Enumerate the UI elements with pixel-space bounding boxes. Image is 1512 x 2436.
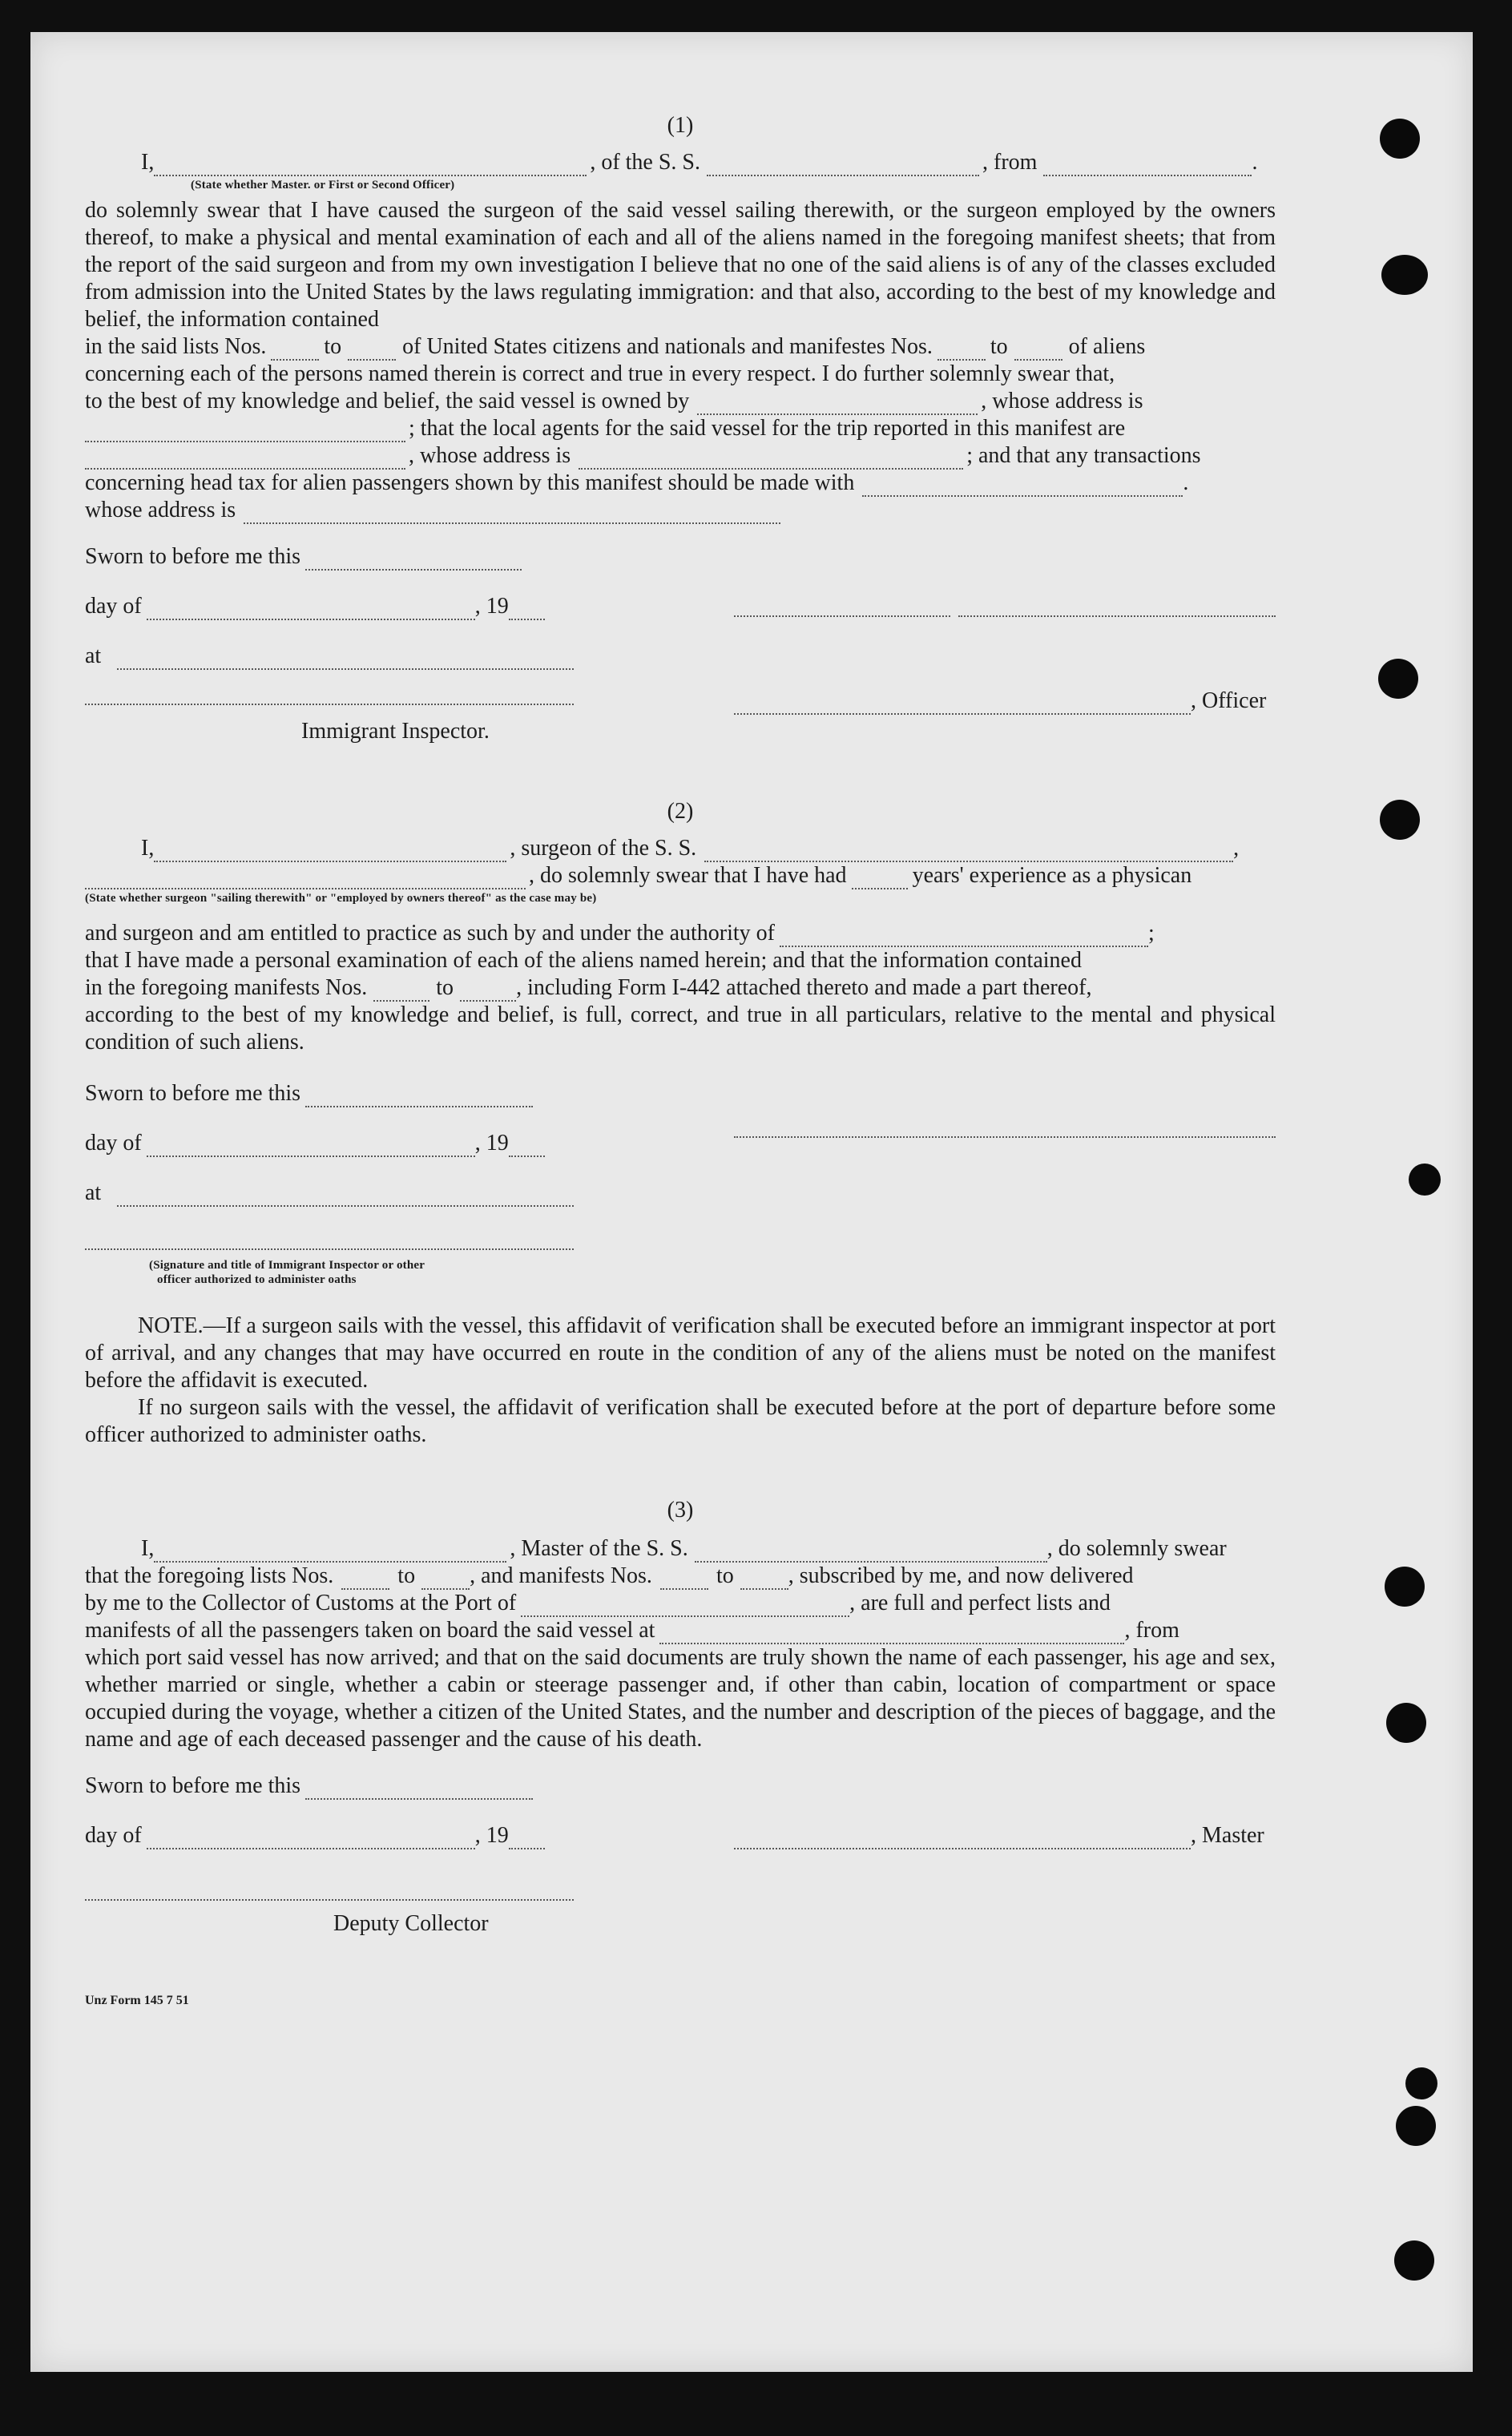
punch-hole bbox=[1380, 119, 1420, 159]
manifests-to-field[interactable] bbox=[460, 979, 516, 1002]
manifests-from-field[interactable] bbox=[660, 1567, 708, 1590]
lists-from-field[interactable] bbox=[341, 1567, 389, 1590]
lists-label: in the said lists Nos. bbox=[85, 334, 267, 359]
year-label: , 19 bbox=[474, 594, 509, 619]
period: . bbox=[1183, 470, 1189, 495]
section1-lists-line bbox=[85, 333, 1276, 361]
whose-address-label: whose address is bbox=[85, 498, 236, 522]
surgeon-name-field[interactable] bbox=[154, 840, 506, 862]
punch-hole bbox=[1409, 1164, 1441, 1196]
manifests-label: of United States citizens and nationals and manifestes Nos. bbox=[402, 334, 933, 359]
owned-line bbox=[85, 388, 1276, 415]
section1-line1 bbox=[85, 149, 1276, 176]
manifests-from-field[interactable] bbox=[373, 979, 429, 1002]
boarding-port-field[interactable] bbox=[659, 1622, 1124, 1644]
section1-body-b: concerning each of the persons named therein is correct and true in every respect. I do further solemnly swear that, bbox=[85, 361, 1115, 386]
surgeon-caption: (State whether surgeon "sailing therewith" or "employed by owners thereof" as the case may be) bbox=[85, 892, 597, 905]
years-field[interactable] bbox=[852, 867, 908, 889]
form-number: Unz Form 145 7 51 bbox=[85, 1994, 189, 2007]
manifests-to-field[interactable] bbox=[1014, 338, 1062, 361]
manifests-label: in the foregoing manifests Nos. bbox=[85, 975, 368, 1000]
form-i442-label: , including Form I-442 attached thereto and made a part thereof, bbox=[516, 975, 1092, 1000]
section1-signatures bbox=[85, 543, 1276, 784]
manifests-to-field[interactable] bbox=[740, 1567, 788, 1590]
whose-address-label: , whose address is bbox=[409, 443, 571, 468]
punch-hole bbox=[1381, 255, 1428, 295]
vessel-name-field[interactable] bbox=[707, 154, 979, 176]
authority-label: and surgeon and am entitled to practice as such by and under the authority of bbox=[85, 921, 775, 946]
subscribed-label: , subscribed by me, and now delivered bbox=[788, 1563, 1134, 1588]
section2-body-a: that I have made a personal examination of each of the aliens named herein; and that the information contained bbox=[85, 948, 1082, 973]
experience-label: years' experience as a physican bbox=[912, 863, 1192, 888]
whose-address-label: , whose address is bbox=[981, 389, 1143, 413]
day-of-line bbox=[85, 1822, 545, 1849]
authority-line bbox=[85, 920, 1276, 947]
vessel-name-field[interactable] bbox=[695, 1540, 1047, 1563]
collector-label: by me to the Collector of Customs at the Port of bbox=[85, 1591, 517, 1615]
lists-to-field[interactable] bbox=[348, 338, 396, 361]
year-field[interactable] bbox=[509, 1135, 545, 1157]
lists-from-field[interactable] bbox=[271, 338, 319, 361]
master-of-label: , Master of the S. S. bbox=[510, 1536, 688, 1561]
section2-body-b: according to the best of my knowledge and belief, is full, correct, and true in all particulars, relative to the mental and physical condition of such aliens. bbox=[85, 1002, 1276, 1055]
to-label: to bbox=[324, 334, 342, 359]
to-label: to bbox=[716, 1563, 734, 1588]
officer-name-field[interactable] bbox=[154, 154, 587, 176]
year-field[interactable] bbox=[509, 1827, 545, 1849]
to-label: to bbox=[397, 1563, 416, 1588]
whose-address-line bbox=[85, 497, 1276, 524]
month-field[interactable] bbox=[147, 1135, 475, 1157]
agents-address-line bbox=[85, 442, 1276, 470]
transactions-label: ; and that any transactions bbox=[966, 443, 1201, 468]
year-label: , 19 bbox=[474, 1823, 509, 1848]
day-of-line bbox=[85, 593, 545, 620]
authority-field[interactable] bbox=[780, 925, 1148, 947]
form-content bbox=[85, 104, 1276, 2015]
agents-label: ; that the local agents for the said vessel for the trip reported in this manifest are bbox=[409, 416, 1126, 441]
officer-line bbox=[734, 688, 1266, 715]
sworn-date-field[interactable] bbox=[305, 1777, 533, 1800]
month-field[interactable] bbox=[147, 1827, 475, 1849]
section2-signatures bbox=[85, 1080, 1276, 1313]
agents-line bbox=[85, 415, 1276, 442]
punch-hole bbox=[1394, 2240, 1434, 2281]
owner-field[interactable] bbox=[697, 393, 978, 415]
perfect-lists-label: , are full and perfect lists and bbox=[849, 1591, 1111, 1615]
from-label: , from bbox=[1124, 1618, 1179, 1643]
owned-label: to the best of my knowledge and belief, the said vessel is owned by bbox=[85, 389, 690, 413]
to-label: to bbox=[436, 975, 454, 1000]
i-label: I, bbox=[141, 1536, 155, 1561]
manifests-label: , and manifests Nos. bbox=[470, 1563, 652, 1588]
section3-signatures bbox=[85, 1773, 1276, 1965]
sworn-label: Sworn to before me this bbox=[85, 544, 301, 569]
master-label: , Master bbox=[1191, 1823, 1264, 1848]
i-label: I, bbox=[141, 150, 155, 175]
agents-address-field[interactable] bbox=[579, 447, 963, 470]
sworn-line bbox=[85, 1773, 533, 1800]
sworn-label: Sworn to before me this bbox=[85, 1773, 301, 1798]
surgeon-of-label: , surgeon of the S. S. bbox=[510, 836, 697, 861]
headtax-label: concerning head tax for alien passengers shown by this manifest should be made with bbox=[85, 470, 855, 495]
at-label: at bbox=[85, 643, 102, 668]
year-field[interactable] bbox=[509, 598, 545, 620]
vessel-name-field[interactable] bbox=[704, 840, 1233, 862]
inspector-signature-line[interactable] bbox=[85, 680, 574, 705]
from-port-field[interactable] bbox=[1043, 154, 1252, 176]
section-number: (2) bbox=[667, 799, 694, 824]
officer-caption: (State whether Master. or First or Second Officer) bbox=[191, 179, 455, 192]
section-number: (3) bbox=[667, 1498, 694, 1522]
deputy-signature-line[interactable] bbox=[85, 1875, 574, 1901]
officer-signature-field[interactable] bbox=[734, 692, 1191, 715]
to-label: to bbox=[990, 334, 1008, 359]
inspector-signature-line[interactable] bbox=[85, 1224, 574, 1250]
day-of-label: day of bbox=[85, 594, 142, 619]
note-paragraph-1: NOTE.—If a surgeon sails with the vessel, this affidavit of verification shall be executed before an immigrant inspector at port of arrival, and any changes that may have occurred en route in the condition of any of the aliens must be noted on the manifest before the affidavit is executed. bbox=[85, 1313, 1276, 1393]
master-name-field[interactable] bbox=[154, 1540, 506, 1563]
day-of-line bbox=[85, 1130, 545, 1157]
punch-hole bbox=[1396, 2106, 1436, 2146]
sworn-label: Sworn to before me this bbox=[85, 1081, 301, 1106]
day-of-label: day of bbox=[85, 1131, 142, 1155]
year-label: , 19 bbox=[474, 1131, 509, 1155]
boarded-label: manifests of all the passengers taken on board the said vessel at bbox=[85, 1618, 655, 1643]
signature-caption-1: (Signature and title of Immigrant Inspector or other bbox=[149, 1259, 425, 1272]
section-number: (1) bbox=[667, 113, 694, 138]
officer-signature-line-b[interactable] bbox=[958, 591, 1276, 617]
swear-label: , do solemnly swear bbox=[1046, 1536, 1227, 1561]
master-signature-field[interactable] bbox=[734, 1827, 1191, 1849]
at-line bbox=[85, 1180, 574, 1207]
deputy-collector-label: Deputy Collector bbox=[333, 1911, 489, 1936]
punch-hole bbox=[1380, 800, 1420, 840]
semicolon: ; bbox=[1148, 921, 1155, 946]
solemnly-label: , do solemnly swear that I have had bbox=[529, 863, 847, 888]
punch-hole bbox=[1385, 1567, 1425, 1607]
collector-line bbox=[85, 1590, 1276, 1617]
signature-caption-2: officer authorized to administer oaths bbox=[157, 1273, 357, 1286]
manifests-line bbox=[85, 974, 1276, 1002]
month-field[interactable] bbox=[147, 598, 475, 620]
owner-address-field[interactable] bbox=[85, 420, 405, 442]
day-of-label: day of bbox=[85, 1823, 142, 1848]
section2-line2 bbox=[85, 862, 1276, 889]
surgeon-status-field[interactable] bbox=[85, 867, 526, 889]
sworn-line bbox=[85, 543, 522, 571]
period: . bbox=[1252, 150, 1258, 175]
note-paragraph-2: If no surgeon sails with the vessel, the affidavit of verification shall be executed before at the port of departure before some officer authorized to administer oaths. bbox=[85, 1395, 1276, 1447]
sworn-line bbox=[85, 1080, 533, 1107]
sworn-date-field[interactable] bbox=[305, 1085, 533, 1107]
headtax-field[interactable] bbox=[862, 474, 1183, 497]
section1-body-a: do solemnly swear that I have caused the surgeon of the said vessel sailing therewith, or the surgeon employed by the owners thereof, to make a physical and mental examination of each and all of the aliens named in the foregoing manifest sheets; that from the report of the said surgeon and from my own investigation I believe that no one of the said aliens is of any of the classes excluded from admission into the United States by the laws regulating immigration: and that also, according to the best of my knowledge and belief, the information contained bbox=[85, 198, 1276, 332]
port-field[interactable] bbox=[521, 1595, 849, 1617]
section3-body: which port said vessel has now arrived; and that on the said documents are truly shown the name of each passenger, his age and sex, whether married or single, whether a cabin or steerage passenger and, if other than cabin, location of compartment or space occupied during the voyage, whether a citizen of the United States, and the number and description of the pieces of baggage, and the name and age of each deceased passenger and the cause of his death. bbox=[85, 1645, 1276, 1752]
punch-hole bbox=[1386, 1703, 1426, 1743]
lists-label: that the foregoing lists Nos. bbox=[85, 1563, 334, 1588]
place-field[interactable] bbox=[117, 647, 574, 670]
punch-hole bbox=[1378, 659, 1418, 699]
agents-field[interactable] bbox=[85, 447, 405, 470]
i-label: I, bbox=[141, 836, 155, 861]
at-line bbox=[85, 643, 574, 670]
master-line bbox=[734, 1822, 1264, 1849]
officer-label: , Officer bbox=[1191, 688, 1267, 713]
section3-line1 bbox=[85, 1535, 1276, 1563]
section3-lists-line bbox=[85, 1563, 1276, 1590]
section2-line1 bbox=[85, 835, 1276, 862]
officer-signature-line-a[interactable] bbox=[734, 591, 950, 617]
comma: , bbox=[1233, 836, 1240, 861]
manifests-from-field[interactable] bbox=[937, 338, 986, 361]
sworn-date-field[interactable] bbox=[305, 548, 522, 571]
boarded-line bbox=[85, 1617, 1276, 1644]
punch-hole bbox=[1405, 2067, 1437, 2099]
of-ss-label: , of the S. S. bbox=[590, 150, 701, 175]
from-label: , from bbox=[982, 150, 1038, 175]
lists-to-field[interactable] bbox=[421, 1567, 470, 1590]
headtax-address-field[interactable] bbox=[244, 502, 780, 524]
place-field[interactable] bbox=[117, 1184, 574, 1207]
of-aliens-label: of aliens bbox=[1068, 334, 1146, 359]
surgeon-signature-line[interactable] bbox=[734, 1112, 1276, 1138]
at-label: at bbox=[85, 1180, 102, 1205]
headtax-line bbox=[85, 470, 1276, 497]
inspector-label: Immigrant Inspector. bbox=[301, 719, 490, 744]
